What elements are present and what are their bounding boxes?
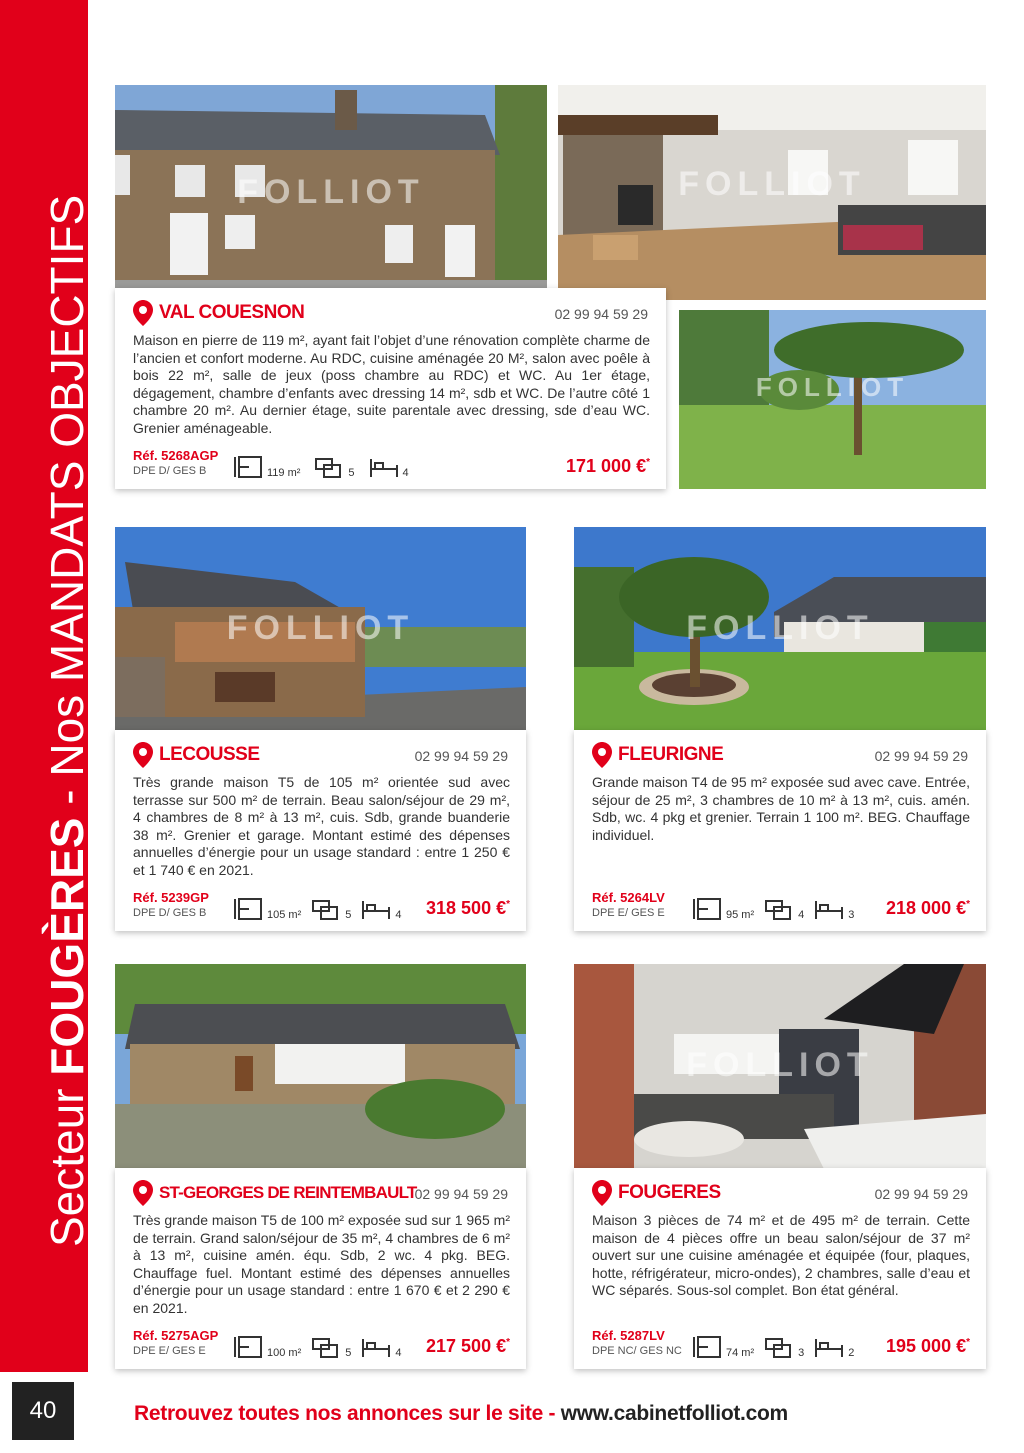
footer-cta: Retrouvez toutes nos annonces sur le site - www.cabinetfolliot.com [134,1402,788,1425]
watermark: FOLLIOT [237,173,425,211]
surface-icon [233,1335,263,1359]
listing-phone[interactable]: 02 99 94 59 29 [874,1186,968,1202]
location-pin-icon [133,742,153,768]
photo-fougeres-kitchen [574,964,986,1169]
listing-dpe: DPE E/ GES E [133,1345,206,1357]
listing-description: Très grande maison T5 de 105 m² orientée sud avec terrasse sur 500 m² de terrain. Beau salon/séjour de 29 m², 4 chambres de 8 m² à 13 m², cuis. Sdb, grande buanderie 38 m². Grenier et garage. Montant estimé des dépenses annuelles d’énergie pour un usage standard : entre 1 250 € et 1 740 € en 2021. [133,774,510,878]
listing-description: Grande maison T4 de 95 m² exposée sud avec cave. Entrée, séjour de 25 m², 3 chambres de 10 m² à 13 m², cuis. amén. Sdb, wc. 4 pkg et grenier. Terrain 1 100 m². BEG. Chauffage individuel. [592,774,970,843]
watermark: FOLLIOT [755,372,910,402]
listing-card[interactable] [115,730,526,931]
listing-features: 100 m² 5 4 [233,1335,412,1359]
photo-val-couesnon-garden [679,310,986,489]
surface-icon [692,1335,722,1359]
listing-dpe: DPE NC/ GES NC [592,1345,682,1357]
listing-card[interactable] [574,1168,986,1369]
location-pin-icon [592,1180,612,1206]
listing-city: FLEURIGNE [592,742,723,768]
listing-card[interactable] [115,288,666,489]
watermark: FOLLIOT [686,1046,874,1084]
listing-description: Très grande maison T5 de 100 m² exposée sud sur 1 965 m² de terrain. Grand salon/séjour de 35 m², 4 chambres de 6 m² à 13 m², cuisine amén. équ. Sdb, 2 wc. 4 pkg. BEG. Chauffage fuel. Montant estimé des dépenses annuelles d’énergie pour un usage standard : entre 1 670 € et 2 290 € en 2021. [133,1212,510,1316]
listing-price: 217 500 €* [426,1336,510,1356]
watermark: FOLLIOT [686,609,874,647]
bed-icon [814,897,844,921]
rooms-icon [311,897,341,921]
listing-description: Maison 3 pièces de 74 m² et de 495 m² de terrain. Cette maison de 4 pièces offre un beau salon/séjour de 37 m² ouvert sur une cuisine aménagée et équipée (four, plaques, hotte, réfrigérateur, micro-ondes), 2 chambres, salle d’eau et WC séparés. Sous-sol complet. Bon état général. [592,1212,970,1299]
watermark: FOLLIOT [226,609,415,647]
listing-ref: Réf. 5287LV [592,1328,665,1343]
listing-price: 195 000 €* [886,1336,970,1356]
listing-city: LECOUSSE [133,742,260,768]
rooms-icon [311,1335,341,1359]
photo-val-couesnon-living [558,85,986,300]
location-pin-icon [592,742,612,768]
photo-lecousse-house [115,527,526,732]
listing-ref: Réf. 5239GP [133,890,209,905]
listing-city: FOUGERES [592,1180,721,1206]
location-pin-icon [133,300,153,326]
listing-features: 95 m² 4 3 [692,897,864,921]
listing-phone[interactable]: 02 99 94 59 29 [554,306,648,322]
location-pin-icon [133,1180,153,1206]
rooms-icon [764,1335,794,1359]
surface-icon [692,897,722,921]
listing-city: VAL COUESNON [133,300,304,326]
listing-description: Maison en pierre de 119 m², ayant fait l’objet d’une rénovation complète charme de l’ancien et confort moderne. Au RDC, cuisine aménagée 20 M², salon avec poêle à bois 22 m², salle de jeux (poss chambre au RDC) et WC. Au 1er étage, dégagement, chambre d’enfants avec dressing 14 m², sdb et WC. De l’autre côté 1 chambre 20 m². Au dernier étage, suite parentale avec dressing, sde d’eau WC. Grenier aménageable. [133,332,650,436]
sector-title: Secteur FOUGÈRES - Nos MANDATS OBJECTIFS [41,194,93,1247]
watermark: FOLLIOT [678,165,866,203]
bed-icon [369,455,399,479]
surface-icon [233,455,263,479]
listing-card[interactable] [574,730,986,931]
listing-ref: Réf. 5268AGP [133,448,219,463]
bed-icon [361,1335,391,1359]
listing-dpe: DPE E/ GES E [592,907,665,919]
listing-price: 218 000 €* [886,898,970,918]
photo-val-couesnon-house [115,85,547,300]
rooms-icon [314,455,344,479]
listing-dpe: DPE D/ GES B [133,907,207,919]
listing-ref: Réf. 5264LV [592,890,665,905]
listing-price: 318 500 €* [426,898,510,918]
listing-dpe: DPE D/ GES B [133,465,207,477]
listing-phone[interactable]: 02 99 94 59 29 [414,1186,508,1202]
surface-icon [233,897,263,921]
bed-icon [814,1335,844,1359]
listing-phone[interactable]: 02 99 94 59 29 [414,748,508,764]
page-number: 40 [12,1382,74,1440]
site-link[interactable]: www.cabinetfolliot.com [560,1402,788,1425]
photo-st-georges-house [115,964,526,1169]
rooms-icon [764,897,794,921]
photo-fleurigne-house [574,527,986,732]
listing-features: 74 m² 3 2 [692,1335,864,1359]
listing-card[interactable] [115,1168,526,1369]
listing-features: 119 m² 5 4 [233,455,423,479]
listing-ref: Réf. 5275AGP [133,1328,219,1343]
bed-icon [361,897,391,921]
listing-phone[interactable]: 02 99 94 59 29 [874,748,968,764]
listing-city: ST-GEORGES DE REINTEMBAULT [133,1180,417,1206]
listing-features: 105 m² 5 4 [233,897,412,921]
listing-price: 171 000 €* [566,456,650,476]
